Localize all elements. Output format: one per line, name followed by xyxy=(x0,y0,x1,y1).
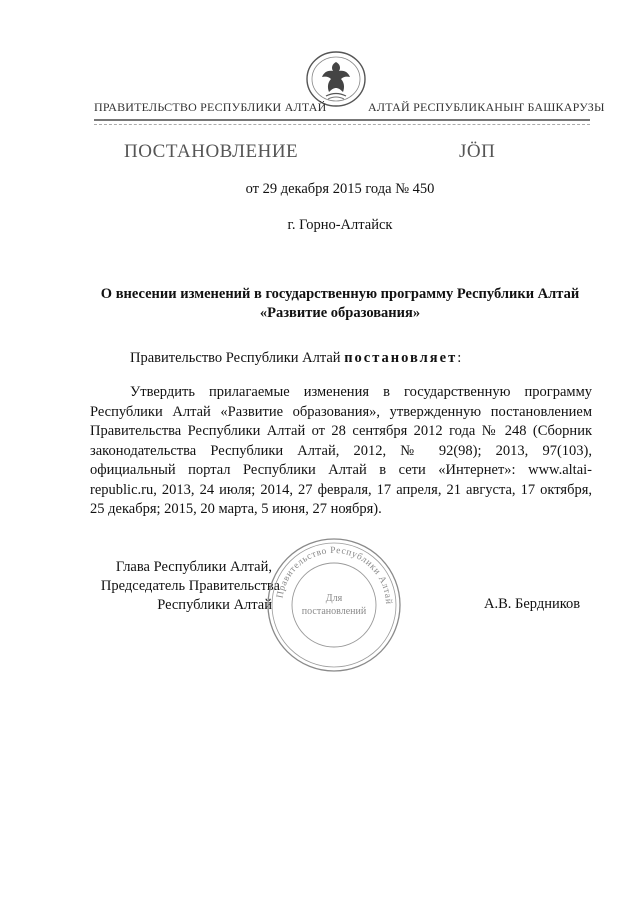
document-date-number: от 29 декабря 2015 года № 450 xyxy=(245,181,435,197)
signatory-line-3: Республики Алтай xyxy=(157,597,272,613)
official-stamp xyxy=(266,537,402,673)
signatory-title xyxy=(90,558,280,615)
body-paragraph: Утвердить прилагаемые изменения в государственную программу Республики Алтай «Развитие образования», утвержденную постановлением Правительства Республики Алтай от 28 сентября 2012 года № 248 (Сборник законодательства Республики Алтай, 2012, № 92(98); 2013, 97(103), официальный портал Республики Алтай в сети «Интернет»: www.altai-republic.ru, 2013, 24 июля; 2014, 27 февраля, 17 апреля, 21 августа, 17 октября, 25 декабря; 2015, 20 марта, 5 июня, 27 ноября). xyxy=(90,384,592,517)
stamp-ring-text: Правительство Республики Алтай xyxy=(275,545,394,605)
title-line-2: «Развитие образования» xyxy=(259,305,421,321)
signatory-name: А.В. Бердников xyxy=(484,596,581,612)
stamp-center-line-1: Для xyxy=(325,593,343,604)
preamble xyxy=(130,350,461,367)
preamble-tail: : xyxy=(457,350,462,366)
document-type-altai: JӦП xyxy=(459,141,496,162)
document-type-ru: ПОСТАНОВЛЕНИЕ xyxy=(124,141,299,162)
preamble-subject: Правительство Республики Алтай xyxy=(130,350,345,366)
document-city: г. Горно-Алтайск xyxy=(287,217,393,233)
signatory-line-2: Председатель Правительства xyxy=(100,578,280,594)
title-line-1: О внесении изменений в государственную программу Республики Алтай xyxy=(100,286,580,302)
document-title xyxy=(90,285,590,323)
signatory-line-1: Глава Республики Алтай, xyxy=(115,559,272,575)
stamp-center-line-2: постановлений xyxy=(301,606,367,617)
org-name-ru: ПРАВИТЕЛЬСТВО РЕСПУБЛИКИ АЛТАЙ xyxy=(94,100,327,114)
letterhead-rule xyxy=(94,119,590,121)
preamble-verb: постановляет xyxy=(344,350,458,366)
org-name-altai: АЛТАЙ РЕСПУБЛИКАНЫҤ БАШКАРУЗЫ xyxy=(368,100,605,114)
letterhead-rule-thin xyxy=(94,124,590,125)
